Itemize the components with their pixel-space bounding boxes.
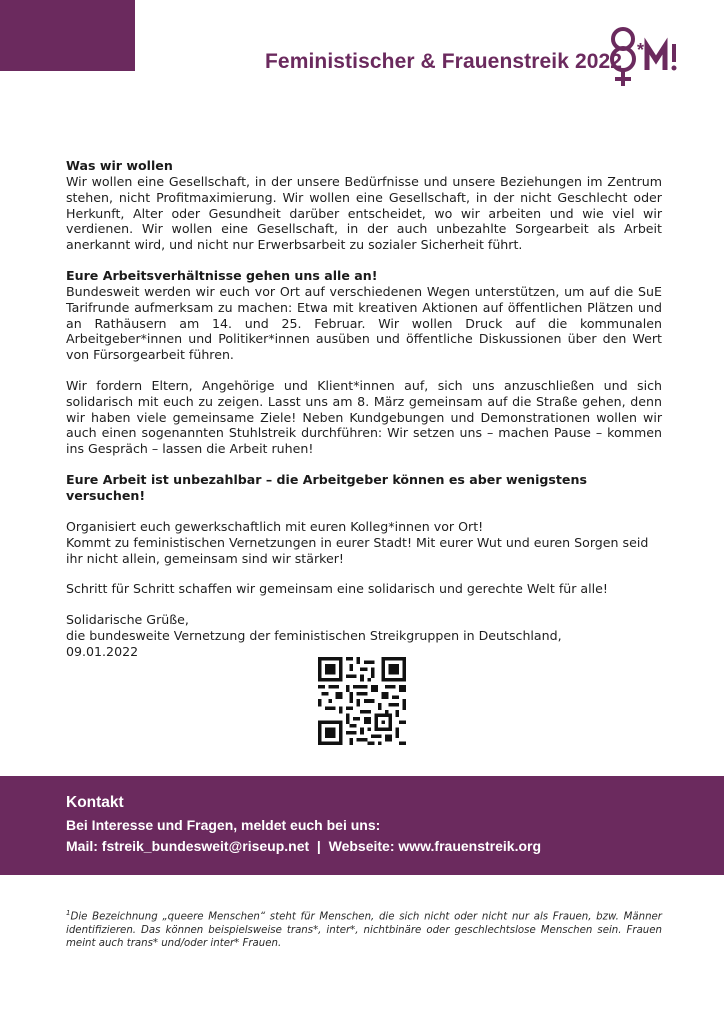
- contact-heading: Kontakt: [66, 794, 124, 811]
- contact-footer: [0, 776, 724, 875]
- qr-code-icon[interactable]: [318, 657, 406, 745]
- contact-subheading: Bei Interesse und Fragen, meldet euch bei uns:: [66, 817, 381, 833]
- signature-date: 09.01.2022: [66, 643, 139, 659]
- contact-line[interactable]: Mail: fstreik_bundesweit@riseup.net | Webseite: www.frauenstreik.org: [66, 838, 542, 854]
- paragraph: Wir wollen eine Gesellschaft, in der unsere Bedürfnisse und unsere Beziehungen im Zentrum stehen, nicht Profitmaximierung. Wir wollen eine Gesellschaft, in der nicht Geschlecht oder Herkunft, Alter oder Gesundheit darüber entscheidet, wo wir arbeiten und wie viel wir verdienen. Wir wollen eine Gesellschaft, in der auch unbezahlte Sorgearbeit als Arbeit anerkannt wird, und nicht nur Erwerbsarbeit zu sozialer Sicherheit führt.: [66, 174, 662, 253]
- letter-body: [66, 158, 662, 660]
- paragraph: Bundesweit werden wir euch vor Ort auf verschiedenen Wegen unterstützen, um auf die SuE Tarifrunde aufmerksam zu machen: Etwa mit kreativen Aktionen auf öffentlichen Plätzen und an Rathäusern am 14. und 25. Februar. Wir wollen Druck auf die kommunalen Arbeitgeber*innen und Politiker*innen ausüben und öffentliche Diskussionen über den Wert von Fürsorgearbeit führen.: [66, 283, 662, 363]
- paragraph: Schritt für Schritt schaffen wir gemeinsam eine solidarisch und gerechte Welt für alle!: [66, 581, 608, 597]
- logo-8m-icon: [603, 26, 679, 90]
- signature-greeting: Solidarische Grüße,: [66, 612, 189, 628]
- footnote-text: Die Bezeichnung „queere Menschen“ steht für Menschen, die sich nicht oder nicht nur als Frauen, bzw. Männer identifizieren. Das können beispielsweise trans*, inter*, nichtbinäre oder geschlechtslose Menschen sein. Frauen meint auch trans* und/oder inter* Frauen.: [66, 911, 662, 950]
- footnote-marker: 1: [66, 909, 71, 917]
- signature-sender: die bundesweite Vernetzung der feministischen Streikgruppen in Deutschland,: [66, 627, 562, 643]
- section-heading: Was wir wollen: [66, 158, 173, 173]
- svg-text:*: *: [637, 40, 645, 60]
- footnote: [66, 907, 662, 951]
- section-heading: Eure Arbeitsverhältnisse gehen uns alle an!: [66, 267, 378, 283]
- paragraph: Organisiert euch gewerkschaftlich mit euren Kolleg*innen vor Ort! Kommt zu feministischen Vernetzungen in eurer Stadt! Mit eurer Wut und euren Sorgen seid ihr nicht allein, gemeinsam sind wir stärker!: [66, 518, 649, 566]
- paragraph: Wir fordern Eltern, Angehörige und Klient*innen auf, sich uns anzuschließen und sich solidarisch mit euch zu zeigen. Lasst uns am 8. März gemeinsam auf die Straße gehen, denn wir haben viele gemeinsame Ziele! Neben Kundgebungen und Demonstrationen wollen wir auch einen sogenannten Stuhlstreik durchführen: Wir setzen uns – machen Pause – kommen ins Gespräch – lassen die Arbeit ruhen!: [66, 377, 662, 457]
- section-heading: Eure Arbeit ist unbezahlbar – die Arbeitgeber können es aber wenigstens versuchen!: [66, 471, 587, 503]
- corner-decoration: [0, 0, 135, 71]
- page-title: Feministischer & Frauenstreik 2022: [265, 50, 623, 73]
